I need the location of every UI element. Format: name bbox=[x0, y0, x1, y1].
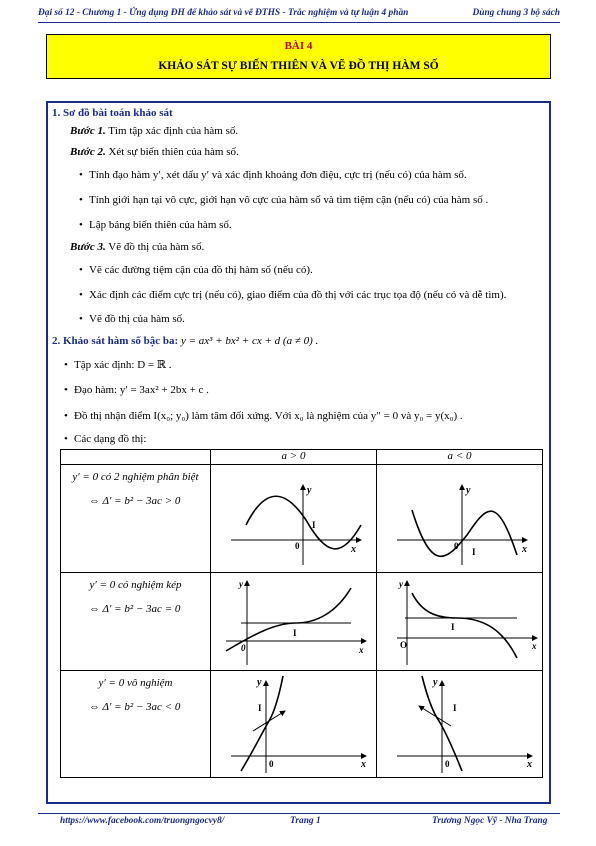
section-2-bullet: • Đạo hàm: y′ = 3ax² + 2bx + c . bbox=[74, 382, 547, 398]
graph-cell bbox=[211, 671, 377, 778]
axis-y-label: y bbox=[399, 579, 403, 589]
condition-text: y′ = 0 có 2 nghiệm phân biệt bbox=[72, 471, 199, 483]
header-left-text: Đại số 12 - Chương 1 - Ứng dụng ĐH để khảo sát và vẽ ĐTHS - Trắc nghiệm và tự luận 4 phần bbox=[38, 8, 409, 18]
table-corner bbox=[61, 450, 211, 465]
axis-x-label: x bbox=[522, 544, 527, 555]
origin-label: 0 bbox=[241, 643, 246, 653]
point-i-label: I bbox=[453, 703, 457, 713]
axis-x-label: x bbox=[361, 759, 366, 770]
section-2-bullet: • Đồ thị nhận điểm I(x₀; y₀) làm tâm đối xứng. Với x₀ là nghiệm của y″ = 0 và y₀ = y(x₀) . bbox=[74, 408, 547, 424]
graph-cell bbox=[377, 573, 543, 671]
step-3-text: Vẽ đồ thị của hàm số. bbox=[105, 241, 205, 253]
lesson-title-box bbox=[46, 34, 551, 79]
axis-x-label: x bbox=[527, 759, 532, 770]
footer-author: Trương Ngọc Vỹ - Nha Trang bbox=[432, 816, 548, 826]
header-rule bbox=[38, 22, 560, 23]
step-1 bbox=[70, 123, 547, 139]
axis-y-label: y bbox=[239, 579, 243, 589]
condition-cell bbox=[61, 465, 211, 573]
page-header bbox=[38, 8, 560, 18]
axis-x-label: x bbox=[351, 544, 356, 555]
table-row bbox=[61, 671, 543, 778]
content bbox=[52, 105, 547, 447]
delta-condition: ⇔ Δ′ = b² − 3ac > 0 bbox=[89, 495, 181, 507]
step-2 bbox=[70, 144, 547, 160]
condition-text: y′ = 0 vô nghiệm bbox=[98, 677, 173, 689]
section-1-heading: 1. Sơ đồ bài toán khảo sát bbox=[52, 107, 173, 119]
delta-condition: ⇔ Δ′ = b² − 3ac < 0 bbox=[89, 701, 181, 713]
condition-text: y′ = 0 có nghiệm kép bbox=[89, 579, 182, 591]
origin-label: 0 bbox=[269, 759, 274, 769]
cubic-graph-a-pos-no-root bbox=[211, 671, 376, 774]
step-2-label: Bước 2. bbox=[70, 146, 106, 158]
origin-label: 0 bbox=[295, 541, 300, 551]
point-i-label: I bbox=[472, 547, 476, 557]
page-number: Trang 1 bbox=[290, 816, 321, 826]
delta-condition: ⇔ Δ′ = b² − 3ac = 0 bbox=[89, 603, 181, 615]
step-3 bbox=[70, 239, 547, 255]
section-2-bullet: • Tập xác định: D = ℝ . bbox=[74, 357, 547, 373]
lesson-name: KHẢO SÁT SỰ BIẾN THIÊN VÀ VẼ ĐỒ THỊ HÀM SỐ bbox=[158, 60, 439, 72]
step-3-label: Bước 3. bbox=[70, 241, 106, 253]
lesson-number: BÀI 4 bbox=[284, 40, 313, 52]
step-3-bullet: • Xác định các điểm cực trị (nếu có), giao điểm của đồ thị với các trục tọa độ (nếu có và dễ tìm). bbox=[89, 287, 547, 303]
section-2-formula: y = ax³ + bx² + cx + d (a ≠ 0) . bbox=[180, 335, 319, 347]
point-i-label: I bbox=[312, 520, 316, 530]
axis-y-label: y bbox=[433, 677, 438, 688]
axis-x-label: x bbox=[532, 641, 537, 651]
cubic-graph-a-pos-two-roots bbox=[211, 465, 376, 569]
origin-label: 0 bbox=[445, 759, 450, 769]
step-1-label: Bước 1. bbox=[70, 125, 106, 137]
axis-y-label: y bbox=[257, 677, 262, 688]
step-1-text: Tìm tập xác định của hàm số. bbox=[105, 125, 239, 137]
cubic-graph-a-neg-double-root bbox=[377, 573, 542, 667]
col-a-positive: a > 0 bbox=[211, 450, 377, 465]
section-2-title: 2. Khảo sát hàm số bậc ba: bbox=[52, 335, 181, 347]
graph-types-table bbox=[60, 449, 543, 778]
graph-cell bbox=[377, 671, 543, 778]
step-3-bullet: • Vẽ các đường tiệm cận của đồ thị hàm số (nếu có). bbox=[89, 262, 547, 278]
section-2-bullet: • Các dạng đồ thị: bbox=[74, 431, 547, 447]
step-2-bullet: • Lập bảng biến thiên của hàm số. bbox=[89, 217, 547, 233]
condition-cell bbox=[61, 671, 211, 778]
footer-rule bbox=[38, 813, 560, 814]
origin-label: 0 bbox=[454, 541, 459, 551]
step-2-bullet: • Tính đạo hàm y′, xét dấu y′ và xác định khoảng đơn điệu, cực trị (nếu có) của hàm số. bbox=[89, 167, 547, 183]
point-i-label: I bbox=[451, 622, 455, 632]
cubic-graph-a-neg-no-root bbox=[377, 671, 542, 774]
axis-y-label: y bbox=[466, 485, 471, 496]
point-i-label: I bbox=[293, 628, 297, 638]
graph-cell bbox=[211, 465, 377, 573]
footer-link[interactable]: https://www.facebook.com/truongngocvy8/ bbox=[60, 816, 225, 826]
axis-y-label: y bbox=[307, 485, 312, 496]
header-right-text: Dùng chung 3 bộ sách bbox=[472, 8, 560, 18]
axis-x-label: x bbox=[359, 645, 364, 655]
table-row bbox=[61, 573, 543, 671]
point-i-label: I bbox=[258, 703, 262, 713]
step-3-bullet: • Vẽ đồ thị của hàm số. bbox=[89, 311, 547, 327]
table-header-row bbox=[61, 450, 543, 465]
cubic-graph-a-pos-double-root bbox=[211, 573, 376, 667]
origin-label: O bbox=[400, 640, 408, 650]
table-row bbox=[61, 465, 543, 573]
graph-cell bbox=[211, 573, 377, 671]
step-2-text: Xét sự biến thiên của hàm số. bbox=[105, 146, 239, 158]
section-2-heading bbox=[52, 333, 547, 349]
graph-cell bbox=[377, 465, 543, 573]
cubic-graph-a-neg-two-roots bbox=[377, 465, 542, 569]
col-a-negative: a < 0 bbox=[377, 450, 543, 465]
condition-cell bbox=[61, 573, 211, 671]
step-2-bullet: • Tính giới hạn tại vô cực, giới hạn vô cực của hàm số và tìm tiệm cận (nếu có) của hàm số . bbox=[89, 192, 547, 208]
